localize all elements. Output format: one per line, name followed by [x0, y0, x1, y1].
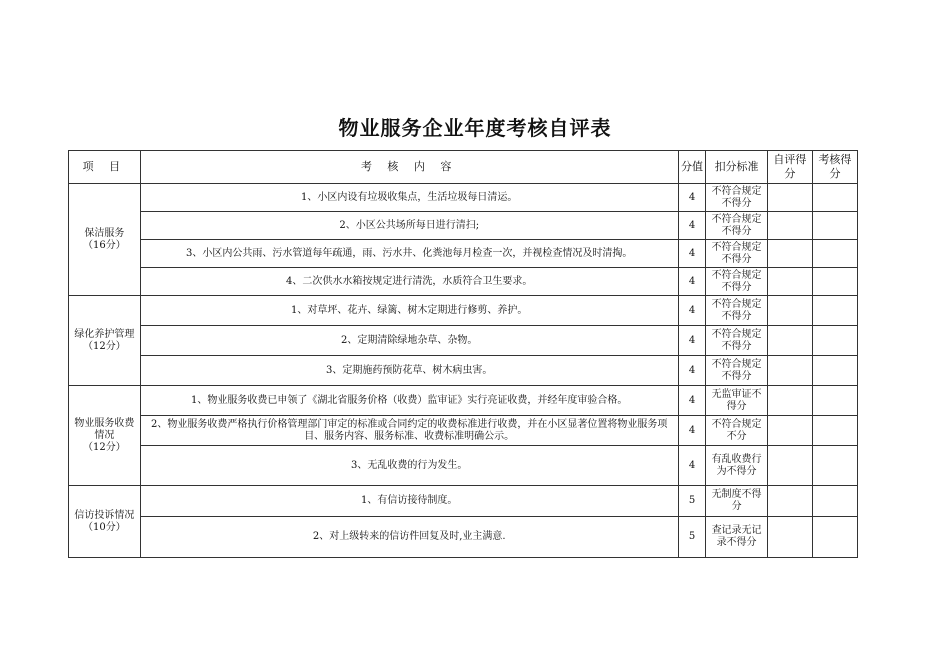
assessment-table [68, 150, 858, 558]
score-cell: 4 [678, 296, 706, 326]
standard-cell: 不符合规定不得分 [706, 326, 767, 356]
table-row [69, 386, 858, 416]
content-cell: 3、定期施药预防花草、树木病虫害。 [140, 356, 678, 386]
table-row [69, 356, 858, 386]
header-row [69, 151, 858, 184]
review-score-cell[interactable] [812, 240, 857, 268]
table-row [69, 184, 858, 212]
header-item: 项 目 [69, 151, 141, 184]
review-score-cell[interactable] [812, 356, 857, 386]
section-fees [69, 386, 141, 486]
content-cell: 2、定期清除绿地杂草、杂物。 [140, 326, 678, 356]
table-row [69, 416, 858, 446]
table-row [69, 326, 858, 356]
section-greening [69, 296, 141, 386]
content-cell: 1、物业服务收费已申领了《湖北省服务价格（收费）监审证》实行亮证收费，并经年度审验合格。 [140, 386, 678, 416]
review-score-cell[interactable] [812, 296, 857, 326]
self-score-cell[interactable] [767, 486, 812, 517]
score-cell: 4 [678, 240, 706, 268]
standard-cell: 无制度不得分 [706, 486, 767, 517]
table-row [69, 446, 858, 486]
standard-cell: 有乱收费行为不得分 [706, 446, 767, 486]
section-name: 保洁服务 [84, 227, 125, 239]
score-cell: 5 [678, 517, 706, 558]
content-cell: 2、小区公共场所每日进行清扫; [140, 212, 678, 240]
review-score-cell[interactable] [812, 416, 857, 446]
review-score-cell[interactable] [812, 446, 857, 486]
table-row [69, 268, 858, 296]
score-cell: 5 [678, 486, 706, 517]
content-cell: 1、有信访接待制度。 [140, 486, 678, 517]
self-score-cell[interactable] [767, 296, 812, 326]
self-score-cell[interactable] [767, 416, 812, 446]
standard-cell: 不符合规定不得分 [706, 240, 767, 268]
standard-cell: 查记录无记录不得分 [706, 517, 767, 558]
standard-cell: 不符合规定不得分 [706, 296, 767, 326]
review-score-cell[interactable] [812, 326, 857, 356]
content-cell: 2、对上级转来的信访件回复及时,业主满意. [140, 517, 678, 558]
table-row [69, 240, 858, 268]
section-points: （12分） [82, 441, 126, 453]
score-cell: 4 [678, 326, 706, 356]
content-cell: 1、小区内设有垃圾收集点，生活垃圾每日清运。 [140, 184, 678, 212]
score-cell: 4 [678, 184, 706, 212]
content-cell: 2、物业服务收费严格执行价格管理部门审定的标准或合同约定的收费标准进行收费，并在小区显著位置将物业服务项目、服务内容、服务标准、收费标准明确公示。 [140, 416, 678, 446]
section-points: （12分） [82, 340, 126, 352]
section-name: 绿化养护管理 [74, 328, 135, 340]
section-name: 物业服务收费情况 [74, 417, 135, 441]
standard-cell: 不符合规定不得分 [706, 268, 767, 296]
header-score: 分值 [678, 151, 706, 184]
review-score-cell[interactable] [812, 212, 857, 240]
table-row [69, 212, 858, 240]
table-row [69, 296, 858, 326]
content-cell: 3、小区内公共雨、污水管道每年疏通，雨、污水井、化粪池每月检查一次，并视检查情况及时清掏。 [140, 240, 678, 268]
review-score-cell[interactable] [812, 386, 857, 416]
self-score-cell[interactable] [767, 517, 812, 558]
score-cell: 4 [678, 386, 706, 416]
section-name: 信访投诉情况 [74, 509, 135, 521]
standard-cell: 无监审证不得分 [706, 386, 767, 416]
standard-cell: 不符合规定不得分 [706, 356, 767, 386]
score-cell: 4 [678, 268, 706, 296]
section-points: （10分） [82, 521, 126, 533]
section-cleaning [69, 184, 141, 296]
header-self-score: 自评得分 [767, 151, 812, 184]
self-score-cell[interactable] [767, 356, 812, 386]
review-score-cell[interactable] [812, 268, 857, 296]
score-cell: 4 [678, 356, 706, 386]
standard-cell: 不符合规定不分 [706, 416, 767, 446]
self-score-cell[interactable] [767, 326, 812, 356]
table-row [69, 486, 858, 517]
self-score-cell[interactable] [767, 446, 812, 486]
self-score-cell[interactable] [767, 184, 812, 212]
page-title: 物业服务企业年度考核自评表 [338, 116, 612, 140]
self-score-cell[interactable] [767, 386, 812, 416]
self-score-cell[interactable] [767, 268, 812, 296]
standard-cell: 不符合规定不得分 [706, 184, 767, 212]
section-complaints [69, 486, 141, 558]
self-score-cell[interactable] [767, 240, 812, 268]
content-cell: 4、二次供水水箱按规定进行清洗，水质符合卫生要求。 [140, 268, 678, 296]
review-score-cell[interactable] [812, 184, 857, 212]
standard-cell: 不符合规定不得分 [706, 212, 767, 240]
review-score-cell[interactable] [812, 486, 857, 517]
content-cell: 3、无乱收费的行为发生。 [140, 446, 678, 486]
score-cell: 4 [678, 416, 706, 446]
content-cell: 1、对草坪、花卉、绿篱、树木定期进行修剪、养护。 [140, 296, 678, 326]
header-review-score: 考核得分 [812, 151, 857, 184]
self-score-cell[interactable] [767, 212, 812, 240]
section-points: （16分） [82, 239, 126, 251]
header-content: 考 核 内 容 [140, 151, 678, 184]
table-row [69, 517, 858, 558]
score-cell: 4 [678, 212, 706, 240]
review-score-cell[interactable] [812, 517, 857, 558]
header-deduct: 扣分标准 [706, 151, 767, 184]
score-cell: 4 [678, 446, 706, 486]
